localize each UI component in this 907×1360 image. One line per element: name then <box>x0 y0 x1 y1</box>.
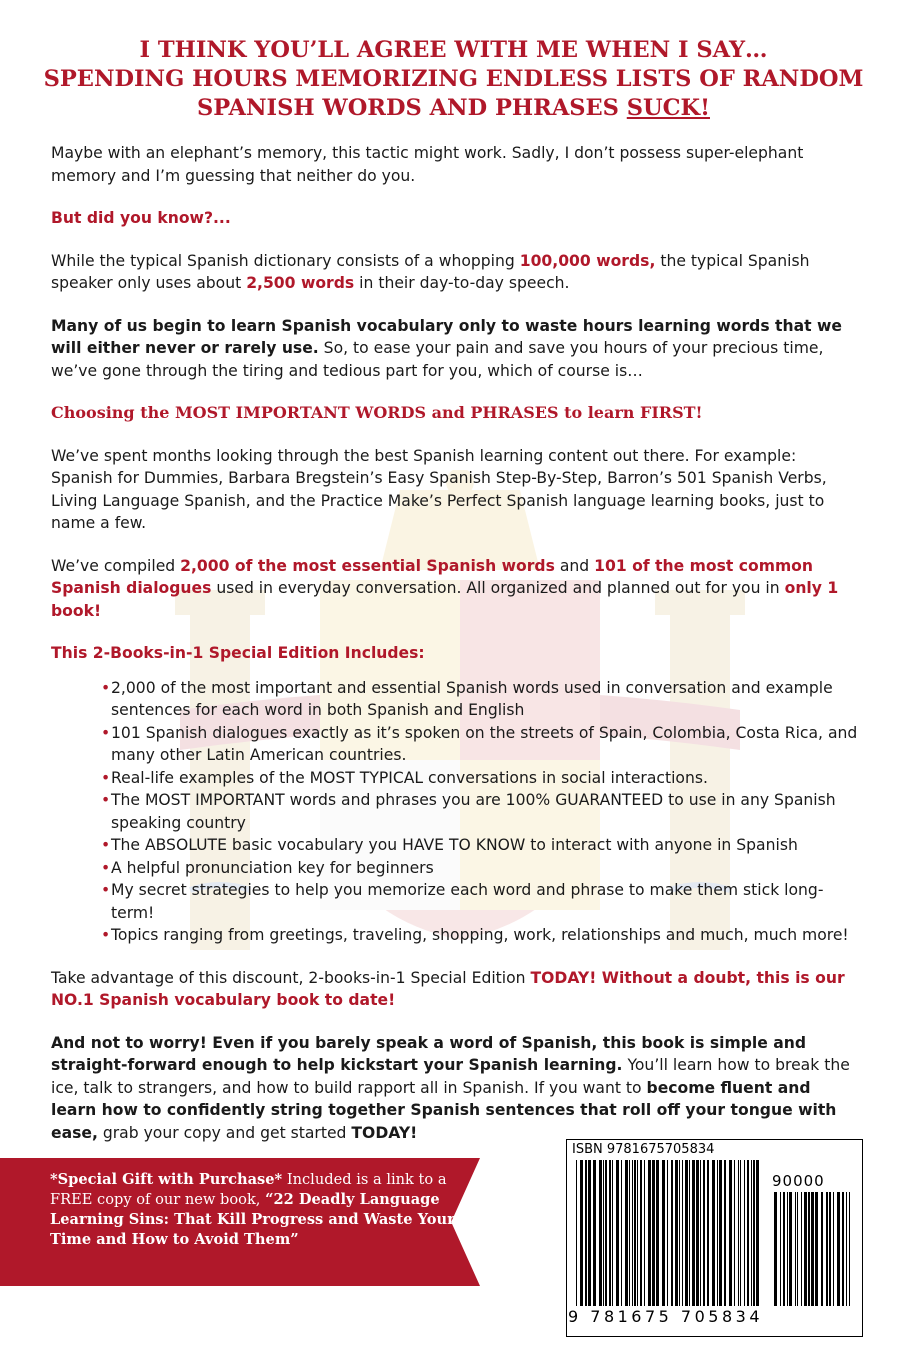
choosing-heading: Choosing the MOST IMPORTANT WORDS and PHRASES to learn FIRST! <box>51 403 703 422</box>
barcode-bar <box>605 1160 607 1306</box>
worry-bold-1: And not to worry! Even if you barely speak a word of Spanish, this book is simple and straight-forward enough to help kickstart your Spanish learning. <box>51 1033 806 1074</box>
barcode-bar <box>580 1160 583 1306</box>
barcode-bar <box>576 1160 577 1306</box>
dictionary-text-3: in their day-to-day speech. <box>354 274 570 292</box>
barcode-bar <box>751 1160 752 1306</box>
waste-rest: So, to ease your pain and save you hours of your precious time, we’ve gone through the tiring and tedious part for you, which of course is… <box>51 339 824 380</box>
did-you-know-heading: But did you know?... <box>51 209 231 227</box>
barcode-bar <box>696 1160 699 1306</box>
barcode-bar <box>682 1160 683 1306</box>
barcode-bar <box>729 1160 732 1306</box>
barcode-bar <box>640 1160 642 1306</box>
barcode-main <box>574 1160 762 1306</box>
speaker-words-count: 2,500 words <box>246 274 355 292</box>
barcode-bar <box>826 1192 828 1306</box>
list-item: • My secret strategies to help you memorize each word and phrase to make them stick long-term! <box>101 879 861 924</box>
worry-text-2: grab your copy and get started <box>97 1123 352 1142</box>
barcode-bar <box>804 1192 807 1306</box>
barcode-bar <box>821 1192 823 1306</box>
compiled-text-3: used in everyday conversation. All organized and planned out for you in <box>211 579 785 597</box>
compiled-text-1: We’ve compiled <box>51 556 181 575</box>
dictionary-paragraph <box>51 250 861 295</box>
barcode-bar <box>787 1192 788 1306</box>
list-item: • 2,000 of the most important and essential Spanish words used in conversation and example sentences for each word in both Spanish and English <box>101 677 861 722</box>
barcode-bar <box>837 1192 840 1306</box>
barcode-bar <box>671 1160 673 1306</box>
barcode-bar <box>667 1160 668 1306</box>
waste-bold: Many of us begin to learn Spanish vocabulary only to waste hours learning words that we will either never or rarely use. <box>51 316 842 357</box>
worry-paragraph <box>51 1032 861 1145</box>
barcode-bar <box>833 1192 834 1306</box>
compiled-words: 2,000 of the most essential Spanish words <box>180 556 555 575</box>
barcode-bar <box>599 1160 602 1306</box>
barcode-digits: 9 781675 705834 <box>568 1307 764 1326</box>
barcode-bar <box>795 1192 796 1306</box>
barcode-bar <box>621 1160 622 1306</box>
headline <box>40 36 867 123</box>
barcode-bar <box>789 1192 792 1306</box>
price-code: 90000 <box>772 1172 825 1190</box>
barcode-bar <box>652 1160 655 1306</box>
intro-paragraph: Maybe with an elephant’s memory, this tactic might work. Sadly, I don’t possess super-elephant memory and I’m guessing that neither do you. <box>51 144 804 185</box>
barcode-bar <box>629 1160 630 1306</box>
waste-paragraph <box>51 315 861 383</box>
barcode-bar <box>644 1160 645 1306</box>
barcode-bar <box>692 1160 695 1306</box>
discount-text: Take advantage of this discount, 2-books-in-1 Special Edition <box>51 968 531 987</box>
list-item: • Real-life examples of the MOST TYPICAL conversations in social interactions. <box>101 767 861 790</box>
headline-line-2: SPENDING HOURS MEMORIZING ENDLESS LISTS OF RANDOM <box>43 66 864 92</box>
list-item: • 101 Spanish dialogues exactly as it’s spoken on the streets of Spain, Colombia, Costa Rica, and many other Latin American countries. <box>101 722 861 767</box>
barcode-bar <box>756 1160 759 1306</box>
worry-text-1: You’ll learn how to break the ice, talk to strangers, and how to build rapport all in Spanish. If you want to <box>51 1056 850 1097</box>
barcode-bar <box>734 1160 735 1306</box>
barcode-bar <box>603 1160 604 1306</box>
barcode-bar <box>780 1192 781 1306</box>
barcode-bar <box>707 1160 709 1306</box>
barcode-bar <box>662 1160 665 1306</box>
barcode-bar <box>588 1160 591 1306</box>
barcode-bar <box>712 1160 715 1306</box>
barcode-bar <box>724 1160 726 1306</box>
isbn-label: ISBN 9781675705834 <box>572 1142 715 1157</box>
barcode-bar <box>783 1192 785 1306</box>
barcode-bar <box>679 1160 680 1306</box>
barcode-bar <box>797 1192 798 1306</box>
includes-list <box>51 677 861 947</box>
barcode-bar <box>744 1160 745 1306</box>
headline-emphasis: SUCK! <box>626 95 710 121</box>
barcode-bar <box>719 1160 722 1306</box>
list-item: • Topics ranging from greetings, traveling, shopping, work, relationships and much, much more! <box>101 924 861 947</box>
barcode-bar <box>846 1192 847 1306</box>
dictionary-text-2: the typical Spanish speaker only uses about <box>51 251 810 292</box>
list-item: • The MOST IMPORTANT words and phrases you are 100% GUARANTEED to use in any Spanish speaking country <box>101 789 861 834</box>
list-item: • A helpful pronunciation key for beginners <box>101 857 861 880</box>
worry-bold-3: TODAY! <box>351 1123 418 1142</box>
barcode-bar <box>648 1160 651 1306</box>
barcode-bar <box>703 1160 705 1306</box>
barcode-bar <box>612 1160 613 1306</box>
barcode-addon <box>772 1192 852 1306</box>
barcode-bar <box>616 1160 619 1306</box>
compiled-paragraph <box>51 555 861 623</box>
barcode-bar <box>801 1192 802 1306</box>
barcode-bar <box>829 1192 831 1306</box>
headline-line-1: I THINK YOU’LL AGREE WITH ME WHEN I SAY… <box>139 37 768 63</box>
barcode-bar <box>747 1160 749 1306</box>
barcode-bar <box>593 1160 596 1306</box>
barcode-bar <box>609 1160 611 1306</box>
barcode-bar <box>815 1192 818 1306</box>
barcode-bar <box>753 1160 755 1306</box>
compiled-text-2: and <box>554 556 595 575</box>
gift-book-title: “22 Deadly Language Learning Sins: That Kill Progress and Waste Your Time and How to Avoid Them” <box>50 1191 455 1248</box>
barcode-bar <box>700 1160 701 1306</box>
barcode-bar <box>849 1192 850 1306</box>
barcode-bar <box>585 1160 587 1306</box>
barcode-bar <box>717 1160 718 1306</box>
barcode-bar <box>634 1160 636 1306</box>
barcode-bar <box>685 1160 688 1306</box>
gift-text: Included is a link to a FREE copy of our new book, <box>50 1171 447 1208</box>
months-paragraph: We’ve spent months looking through the best Spanish learning content out there. For example: Spanish for Dummies, Barbara Bregstein’s Easy Spanish Step-By-Step, Barron’s 501 Spanish Verbs, Living Language Spanish, and the Practice Make’s Perfect Spanish language learning books, just to name a few. <box>51 446 827 532</box>
barcode-bar <box>675 1160 678 1306</box>
includes-heading: This 2-Books-in-1 Special Edition Includes: <box>51 644 425 662</box>
barcode-bar <box>637 1160 638 1306</box>
barcode-bar <box>632 1160 633 1306</box>
dictionary-words-count: 100,000 words, <box>519 251 656 270</box>
barcode-bar <box>738 1160 739 1306</box>
worry-bold-2: become fluent and learn how to confidently string together Spanish sentences that roll off your tongue with ease, <box>51 1078 837 1142</box>
barcode-bar <box>625 1160 628 1306</box>
discount-emphasis: TODAY! Without a doubt, this is our NO.1 Spanish vocabulary book to date! <box>51 968 845 1009</box>
barcode-bar <box>656 1160 659 1306</box>
barcode-bar <box>811 1192 814 1306</box>
barcode-bar <box>808 1192 810 1306</box>
list-item: • The ABSOLUTE basic vocabulary you HAVE TO KNOW to interact with anyone in Spanish <box>101 834 861 857</box>
barcode-bar <box>774 1192 777 1306</box>
barcode-bar <box>740 1160 741 1306</box>
headline-line-3 <box>40 94 867 123</box>
blurb-body <box>51 142 861 1164</box>
gift-banner-text <box>50 1170 456 1250</box>
dictionary-text-1: While the typical Spanish dictionary consists of a whopping <box>51 251 520 270</box>
headline-line-3-prefix: SPANISH WORDS AND PHRASES <box>197 95 627 121</box>
compiled-one-book: only 1 book! <box>51 579 839 620</box>
barcode-bar <box>842 1192 844 1306</box>
compiled-dialogues: 101 of the most common Spanish dialogues <box>51 556 814 597</box>
discount-paragraph <box>51 967 861 1012</box>
gift-label: *Special Gift with Purchase* <box>50 1171 283 1188</box>
barcode-bar <box>689 1160 690 1306</box>
